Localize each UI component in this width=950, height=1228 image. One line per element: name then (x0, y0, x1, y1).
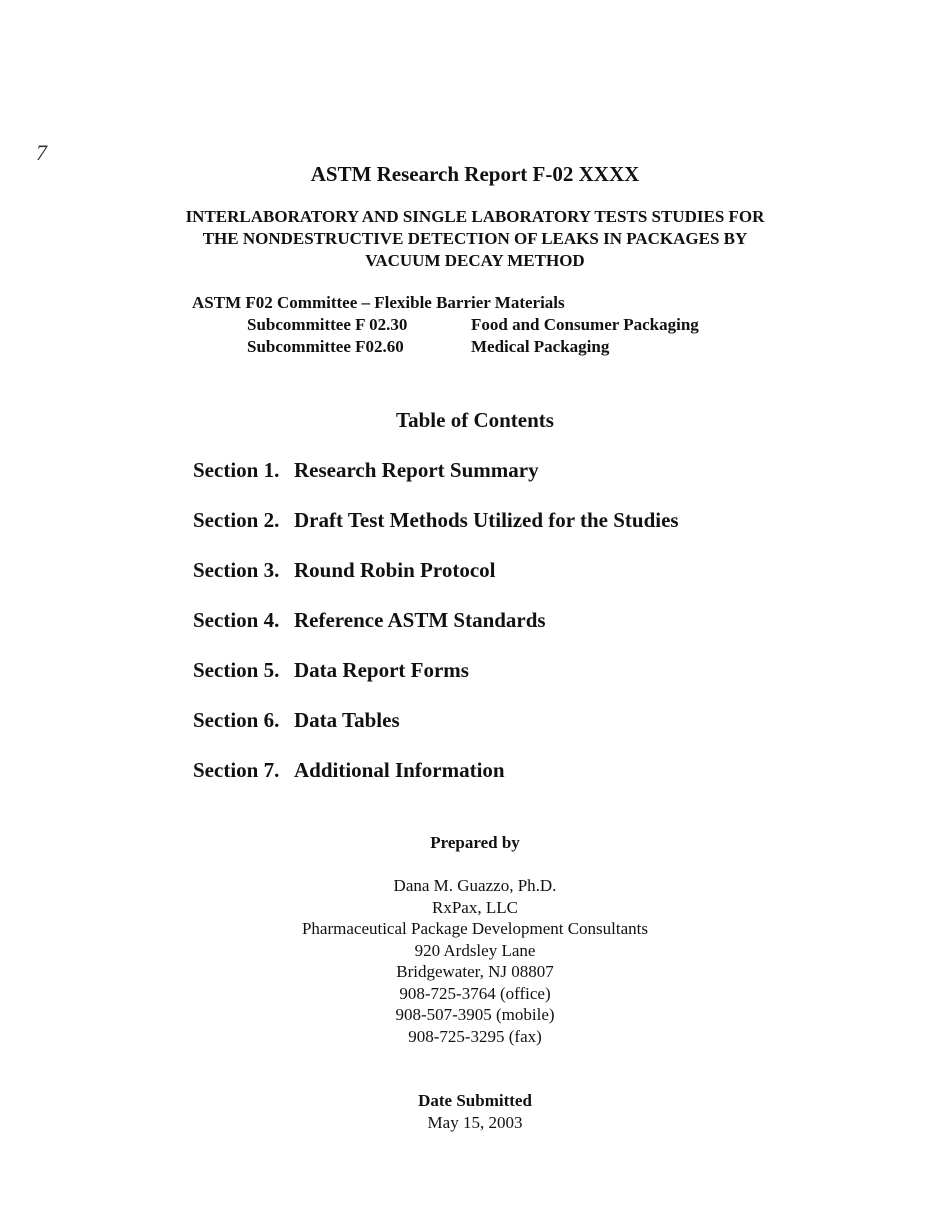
toc-item-section-2 (193, 506, 679, 534)
subcommittee-focus: Food and Consumer Packaging (471, 315, 699, 334)
preparer-name: Dana M. Guazzo, Ph.D. (393, 876, 557, 895)
toc-section-title: Reference ASTM Standards (294, 608, 546, 632)
preparer-company-description: Pharmaceutical Package Development Consultants (301, 919, 649, 938)
toc-title: Table of Contents (396, 408, 554, 432)
subcommittee-row (247, 314, 699, 336)
toc-item-section-1 (193, 456, 539, 484)
toc-item-section-7 (193, 756, 505, 784)
subcommittee-name: Subcommittee F 02.30 (247, 315, 408, 334)
toc-section-title: Round Robin Protocol (294, 558, 496, 582)
preparer-company: RxPax, LLC (432, 897, 518, 917)
preparer-phone-office: 908-725-3764 (office) (399, 983, 551, 1003)
toc-section-label: Section 6. (193, 708, 280, 732)
toc-section-title: Data Report Forms (294, 658, 469, 682)
report-title: ASTM Research Report F-02 XXXX (310, 162, 640, 186)
toc-section-title: Additional Information (294, 758, 505, 782)
toc-item-section-4 (193, 606, 546, 634)
toc-item-section-6 (193, 706, 400, 734)
toc-item-section-3 (193, 556, 495, 584)
toc-section-label: Section 3. (193, 558, 280, 582)
preparer-city: Bridgewater, NJ 08807 (396, 962, 554, 981)
subcommittee-focus: Medical Packaging (471, 337, 610, 356)
toc-section-label: Section 7. (193, 758, 280, 782)
toc-item-section-5 (193, 656, 469, 684)
preparer-street: 920 Ardsley Lane (414, 940, 536, 960)
toc-section-title: Draft Test Methods Utilized for the Studies (294, 508, 679, 532)
subtitle-line: VACUUM DECAY METHOD (365, 251, 585, 270)
subcommittee-name: Subcommittee F02.60 (247, 337, 404, 356)
toc-section-title: Research Report Summary (294, 458, 539, 482)
report-subtitle (100, 206, 850, 272)
toc-section-label: Section 5. (193, 658, 280, 682)
toc-section-label: Section 1. (193, 458, 280, 482)
subtitle-line: THE NONDESTRUCTIVE DETECTION OF LEAKS IN PACKAGES BY (202, 229, 748, 248)
preparer-phone-mobile: 908-507-3905 (mobile) (395, 1005, 555, 1024)
margin-mark: 7 (36, 140, 47, 165)
subcommittee-row (247, 336, 609, 358)
subtitle-line: INTERLABORATORY AND SINGLE LABORATORY TESTS STUDIES FOR (185, 207, 765, 226)
prepared-by-heading: Prepared by (430, 833, 520, 852)
toc-section-label: Section 4. (193, 608, 280, 632)
date-submitted-heading: Date Submitted (418, 1091, 532, 1110)
toc-section-label: Section 2. (193, 508, 280, 532)
preparer-fax: 908-725-3295 (fax) (408, 1026, 542, 1046)
date-submitted-value: May 15, 2003 (427, 1112, 523, 1132)
committee-name: ASTM F02 Committee – Flexible Barrier Materials (192, 293, 565, 312)
toc-section-title: Data Tables (294, 708, 400, 732)
